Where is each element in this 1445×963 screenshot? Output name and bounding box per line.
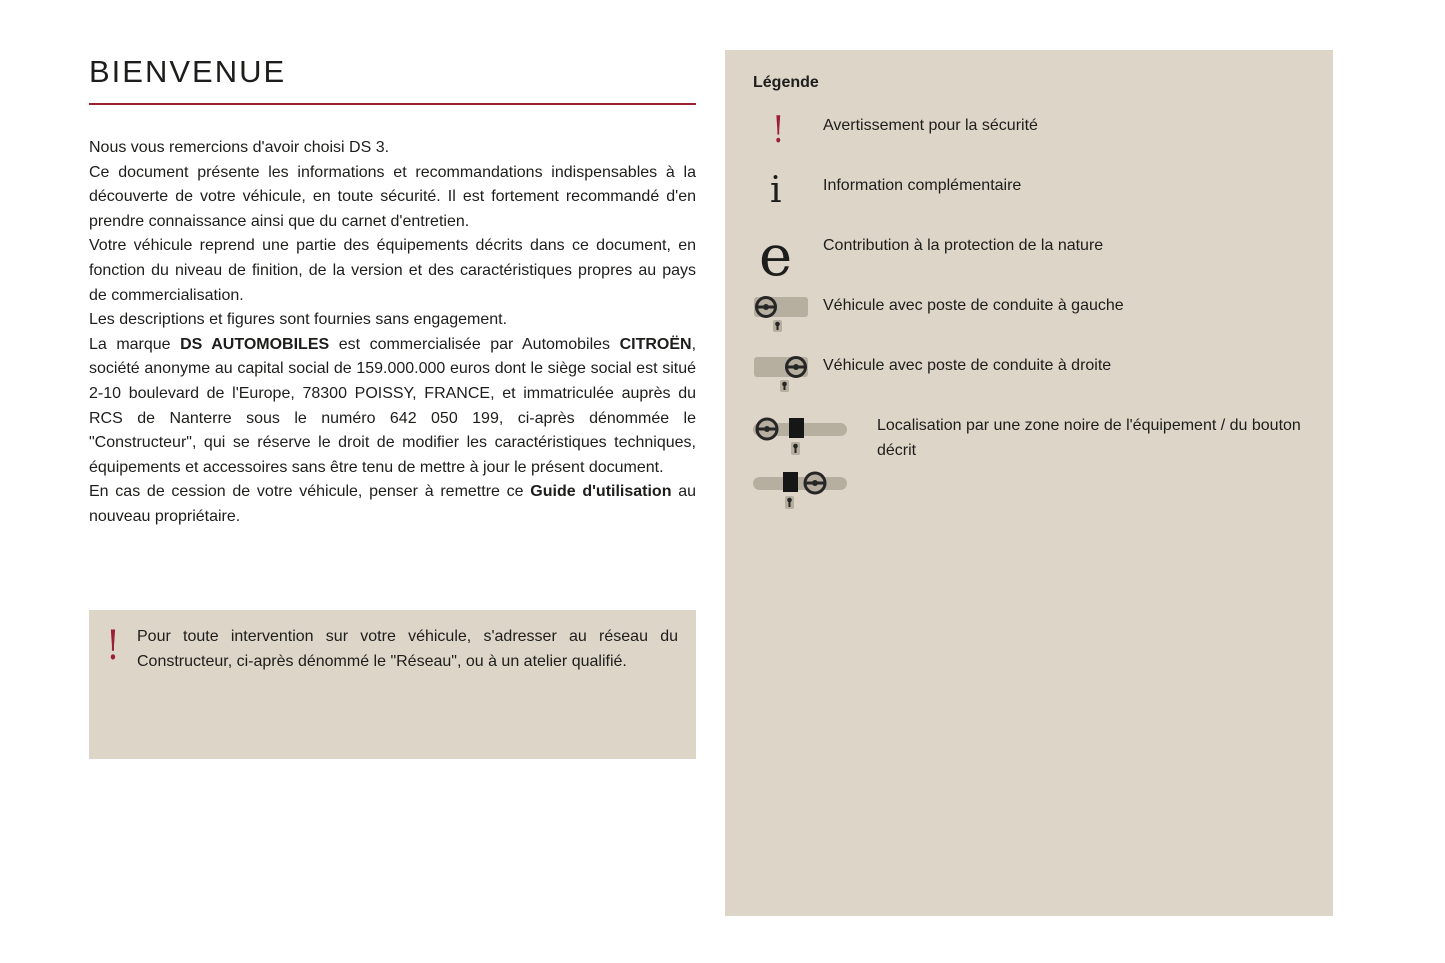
legend-label: Véhicule avec poste de conduite à gauche bbox=[823, 297, 1124, 314]
text-segment: En cas de cession de votre véhicule, penser à remettre ce bbox=[89, 483, 531, 501]
paragraph-equipment: Votre véhicule reprend une partie des équipements décrits dans ce document, en fonction du niveau de finition, de la version et des caractéristiques propres au pays de commercialisation. bbox=[89, 237, 696, 304]
warning-text: Pour toute intervention sur votre véhicule, s'adresser au réseau du Constructeur, ci-après dénommé le "Réseau", ou à un atelier qualifié. bbox=[137, 628, 678, 670]
legend-row-information bbox=[753, 172, 1305, 232]
safety-warning-icon: ! bbox=[772, 110, 785, 151]
warning-box bbox=[89, 610, 696, 759]
legend-label: Avertissement pour la sécurité bbox=[823, 117, 1038, 134]
eco-icon: e bbox=[759, 224, 793, 289]
text-segment: La marque bbox=[89, 335, 181, 353]
legend-row-rhd bbox=[753, 352, 1305, 412]
brand-name-bold: DS AUTOMOBILES bbox=[180, 335, 330, 353]
paragraph-brand bbox=[89, 333, 696, 481]
warning-exclamation-icon: ! bbox=[106, 623, 120, 669]
manufacturer-name-bold: CITROËN bbox=[619, 335, 692, 353]
text-segment: , société anonyme au capital social de 159.000.000 euros dont le siège social est situé 2-10 boulevard de l'Europe, 78300 POISSY, FRANCE, et immatriculée auprès du RCS de Nanterre sous le numéro 642 050 199, ci-après dénommée le "Constructeur", qui se réserve le droit de modifier les caractéristiques techniques, équipements et accessoires sans être tenu de mettre à jour le présent document. bbox=[89, 335, 697, 476]
paragraph-descriptions: Les descriptions et figures sont fournies sans engagement. bbox=[89, 311, 508, 329]
black-zone-rhd-icon bbox=[753, 468, 853, 514]
rhd-vehicle-icon bbox=[753, 354, 809, 394]
legend-title: Légende bbox=[753, 74, 819, 91]
lhd-vehicle-icon bbox=[753, 294, 809, 334]
title-underline bbox=[89, 103, 696, 105]
legend-row-lhd bbox=[753, 292, 1305, 352]
text-segment: est commercialisée par Automobiles bbox=[329, 335, 620, 353]
legend-label: Contribution à la protection de la nature bbox=[823, 237, 1104, 254]
info-icon: i bbox=[770, 170, 782, 211]
legend-label: Véhicule avec poste de conduite à droite bbox=[823, 357, 1112, 374]
paragraph-thanks: Nous vous remercions d'avoir choisi DS 3. bbox=[89, 139, 390, 156]
page-title: BIENVENUE bbox=[89, 54, 287, 89]
intro-text bbox=[89, 136, 696, 530]
paragraph-cession bbox=[89, 480, 696, 529]
title-block bbox=[89, 54, 696, 105]
guide-name-bold: Guide d'utilisation bbox=[530, 483, 672, 501]
paragraph-document: Ce document présente les informations et recommandations indispensables à la découverte de votre véhicule, en toute sécurité. Il est fortement recommandé d'en prendre connaissance ainsi que du carnet d'entretien. bbox=[89, 163, 696, 230]
black-zone-lhd-icon bbox=[753, 414, 853, 460]
legend-panel bbox=[725, 50, 1333, 916]
legend-label: Localisation par une zone noire de l'équipement / du bouton décrit bbox=[877, 417, 1301, 459]
legend-row-eco bbox=[753, 224, 1305, 292]
legend-row-black-zone bbox=[753, 412, 1305, 514]
legend-row-safety bbox=[753, 112, 1305, 172]
legend-label: Information complémentaire bbox=[823, 177, 1022, 194]
text-segment: au nouveau propriétaire. bbox=[89, 483, 697, 525]
